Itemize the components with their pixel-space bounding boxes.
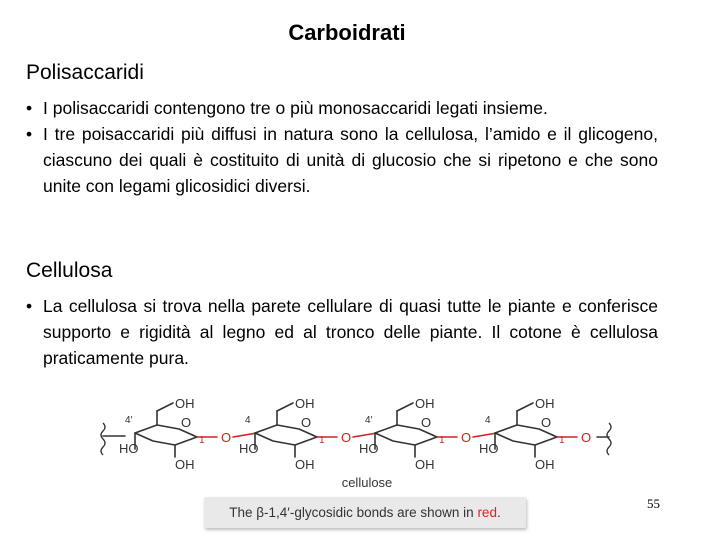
bullet-dot: • <box>26 98 33 118</box>
position-label: 4′ <box>125 415 133 426</box>
position-label: 1 <box>559 435 565 446</box>
position-label: 4 <box>485 415 491 426</box>
hydroxyl-label: HO <box>119 441 139 456</box>
slide-title: Carboidrati <box>288 20 406 45</box>
hydroxyl-label: HO <box>239 441 259 456</box>
bullet-text: I tre poisaccaridi più diffusi in natura sono la cellulosa, l’amido e il glicogeno, ciascuno dei quali è costituito di unità di glucosio che si ripetono e che sono unite con legami glicosidici diversi. <box>43 124 658 196</box>
hydroxyl-label: OH <box>535 396 555 411</box>
hydroxyl-label: OH <box>535 457 555 472</box>
bond-line <box>277 403 293 411</box>
figure-label: cellulose <box>341 475 393 490</box>
glycosidic-bond <box>233 433 257 437</box>
bond-line <box>517 403 533 411</box>
ring-oxygen-label: O <box>301 415 312 430</box>
hydroxyl-label: OH <box>175 457 195 472</box>
figure-caption <box>204 497 526 528</box>
bullet-item <box>26 121 658 199</box>
bullet-dot: • <box>26 296 33 316</box>
hydroxyl-label: OH <box>295 396 315 411</box>
hydroxyl-label: HO <box>479 441 499 456</box>
chain-break-left <box>101 423 105 455</box>
chain-break-right <box>607 423 611 455</box>
bond-line <box>397 403 413 411</box>
position-label: 4′ <box>365 415 373 426</box>
hydroxyl-label: HO <box>359 441 379 456</box>
glycosidic-oxygen-label: O <box>341 430 352 445</box>
bond-line <box>157 403 173 411</box>
page-number: 55 <box>647 496 660 511</box>
section-heading-polisaccaridi: Polisaccaridi <box>26 61 144 84</box>
ring-oxygen-label: O <box>421 415 432 430</box>
glycosidic-bond <box>473 433 497 437</box>
ring-oxygen-label: O <box>541 415 552 430</box>
section-heading-cellulosa: Cellulosa <box>26 259 113 282</box>
glycosidic-bond <box>353 433 377 437</box>
glycosidic-oxygen-label: O <box>461 430 472 445</box>
caption-end: . <box>496 505 501 520</box>
bullet-list-cellulosa <box>26 293 658 371</box>
hydroxyl-label: OH <box>175 396 195 411</box>
bullet-text: La cellulosa si trova nella parete cellulare di quasi tutte le piante e conferisce supporto e rigidità al legno ed al tronco delle piante. Il cotone è cellulosa praticamente pura. <box>43 296 658 368</box>
cellulose-structure-diagram <box>95 393 615 493</box>
position-label: 1 <box>199 435 205 446</box>
glycosidic-oxygen-label: O <box>221 430 232 445</box>
bullet-list-polisaccaridi <box>26 95 658 199</box>
position-label: 1 <box>439 435 445 446</box>
position-label: 1 <box>319 435 325 446</box>
bullet-item <box>26 95 658 121</box>
position-label: 4 <box>245 415 251 426</box>
ring-oxygen-label: O <box>181 415 192 430</box>
caption-red-word: red <box>477 505 497 520</box>
glycosidic-oxygen-label: O <box>581 430 592 445</box>
bullet-dot: • <box>26 124 33 144</box>
hydroxyl-label: OH <box>415 396 435 411</box>
hydroxyl-label: OH <box>295 457 315 472</box>
bullet-text: I polisaccaridi contengono tre o più monosaccaridi legati insieme. <box>43 98 548 118</box>
caption-text: The β-1,4′-glycosidic bonds are shown in <box>229 505 478 520</box>
hydroxyl-label: OH <box>415 457 435 472</box>
bullet-item <box>26 293 658 371</box>
